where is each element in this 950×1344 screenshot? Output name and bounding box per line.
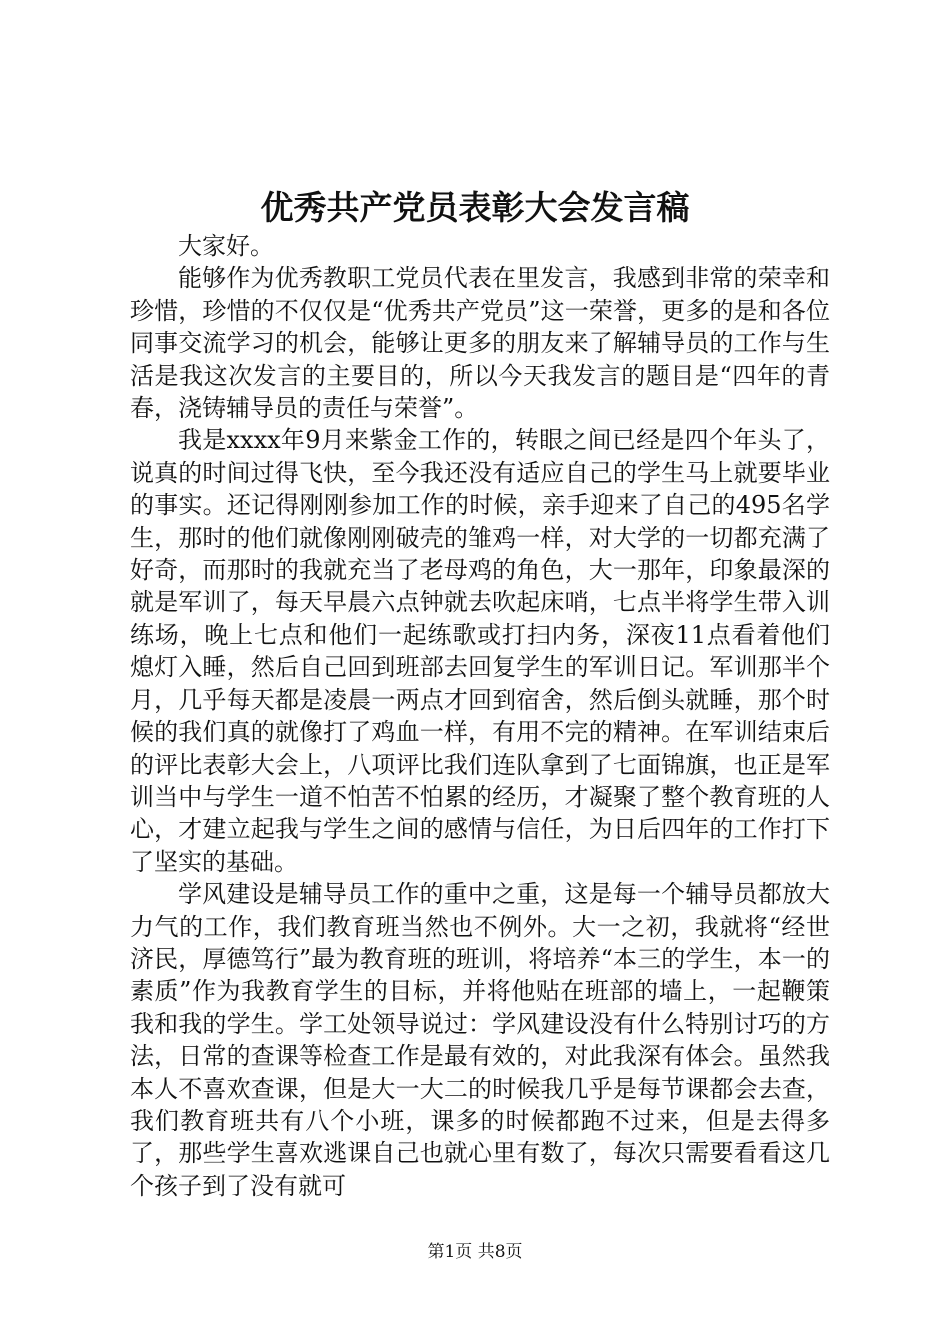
page-title: 优秀共产党员表彰大会发言稿 [260,188,690,227]
paragraph-intro: 能够作为优秀教职工党员代表在里发言，我感到非常的荣幸和珍惜，珍惜的不仅仅是“优秀共产党员”这一荣誉，更多的是和各位同事交流学习的机会，能够让更多的朋友来了解辅导员的工作与生活是我这次发言的主要目的，所以今天我发言的题目是“四年的青春，浇铸辅导员的责任与荣誉”。 [130,264,830,423]
document-body [130,230,830,1202]
page-number-footer: 第1页 共8页 [427,1242,523,1262]
paragraph-study-style: 学风建设是辅导员工作的重中之重，这是每一个辅导员都放大力气的工作，我们教育班当然也不例外。大一之初，我就将“经世济民，厚德笃行”最为教育班的班训，将培养“本三的学生，本一的素质”作为我教育学生的目标，并将他贴在班部的墙上，一起鞭策我和我的学生。学工处领导说过：学风建设没有什么特别讨巧的方法，日常的查课等检查工作是最有效的，对此我深有体会。虽然我本人不喜欢查课，但是大一大二的时候我几乎是每节课都会去查，我们教育班共有八个小班，课多的时候都跑不过来，但是去得多了，那些学生喜欢逃课自己也就心里有数了，每次只需要看看这几个孩子到了没有就可 [130,880,830,1200]
paragraph-greeting: 大家好。 [178,232,274,260]
paragraph-military-training: 我是xxxx年9月来紫金工作的，转眼之间已经是四个年头了，说真的时间过得飞快，至今我还没有适应自己的学生马上就要毕业的事实。还记得刚刚参加工作的时候，亲手迎来了自己的495名学生，那时的他们就像刚刚破壳的雏鸡一样，对大学的一切都充满了好奇，而那时的我就充当了老母鸡的角色，大一那年，印象最深的就是军训了，每天早晨六点钟就去吹起床哨，七点半将学生带入训练场，晚上七点和他们一起练歌或打扫内务，深夜11点看着他们熄灯入睡，然后自己回到班部去回复学生的军训日记。军训那半个月，几乎每天都是凌晨一两点才回到宿舍，然后倒头就睡，那个时候的我们真的就像打了鸡血一样，有用不完的精神。在军训结束后的评比表彰大会上，八项评比我们连队拿到了七面锦旗，也正是军训当中与学生一道不怕苦不怕累的经历，才凝聚了整个教育班的人心，才建立起我与学生之间的感情与信任，为日后四年的工作打下了坚实的基础。 [130,426,830,876]
